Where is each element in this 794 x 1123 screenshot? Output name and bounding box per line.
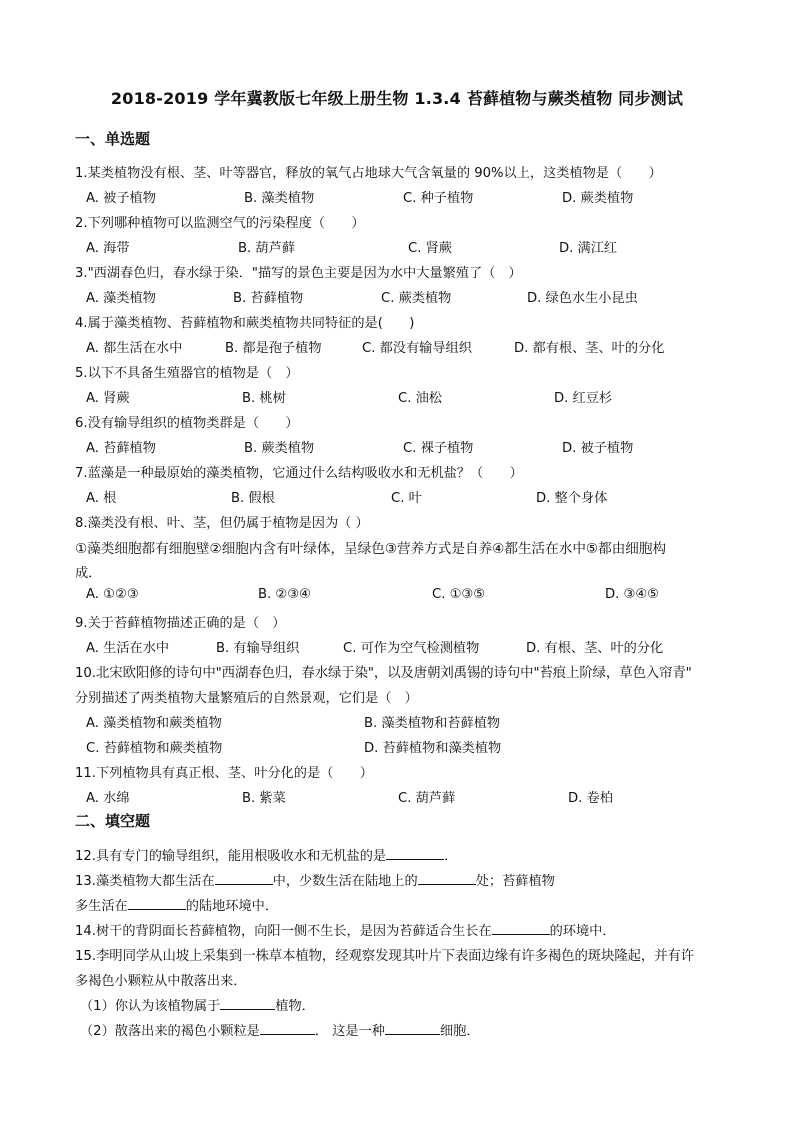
option-c[interactable]: C. 葫芦藓: [398, 791, 456, 806]
option-a[interactable]: A. 根: [86, 491, 117, 506]
option-b[interactable]: B. ②③④: [258, 587, 311, 602]
question-12-text: 12.具有专门的输导组织，能用根吸收水和无机盐的是: [75, 849, 387, 864]
question-2: 2.下列哪种植物可以监测空气的污染程度（ ）: [75, 216, 365, 231]
question-10-options-row-2: [86, 737, 734, 757]
option-a[interactable]: A. ①②③: [86, 587, 139, 602]
option-c[interactable]: C. 裸子植物: [403, 441, 474, 456]
question-13-mid: 中，少数生活在陆地上的: [272, 874, 418, 889]
option-b[interactable]: B. 紫菜: [242, 791, 286, 806]
option-b[interactable]: B. 苔藓植物: [233, 291, 304, 306]
question-15-line-2: 多褐色小颗粒从中散落出来．: [75, 974, 247, 989]
option-b[interactable]: B. 桃树: [242, 391, 286, 406]
option-d[interactable]: D. 蕨类植物: [562, 191, 634, 206]
question-10-stem: 分别描述了两类植物大量繁殖后的自然景观，它们是（ ）: [75, 691, 418, 706]
question-9: 9.关于苔藓植物描述正确的是（ ）: [75, 616, 286, 631]
answer-blank[interactable]: [386, 847, 444, 860]
question-15-sub-1: [80, 995, 315, 1014]
option-d[interactable]: D. 红豆杉: [554, 391, 613, 406]
question-8: 8.藻类没有根、叶、茎，但仍属于植物是因为（ ）: [75, 516, 369, 531]
question-13-line-2: [75, 895, 278, 914]
question-2-options: [86, 237, 734, 257]
question-13: [75, 870, 555, 889]
question-11: 11.下列植物具有真正根、茎、叶分化的是（ ）: [75, 766, 373, 781]
option-c[interactable]: C. 叶: [391, 491, 422, 506]
option-c[interactable]: C. 肾蕨: [408, 241, 452, 256]
option-d[interactable]: D. 满江红: [559, 241, 618, 256]
question-14-end: 的环境中．: [549, 924, 616, 939]
answer-blank[interactable]: [492, 922, 550, 935]
option-b[interactable]: B. 假根: [231, 491, 275, 506]
section-heading-single-choice: 一、单选题: [75, 130, 151, 148]
option-c[interactable]: C. 油松: [398, 391, 442, 406]
option-a[interactable]: A. 被子植物: [86, 191, 156, 206]
sub-1-end: 植物．: [275, 999, 315, 1014]
option-c[interactable]: C. 蕨类植物: [381, 291, 452, 306]
question-3: 3."西湖春色归，春水绿于染．"描写的景色主要是因为水中大量繁殖了（ ）: [75, 266, 522, 281]
option-a[interactable]: A. 水绵: [86, 791, 130, 806]
question-15-sub-2: [80, 1020, 480, 1039]
option-b[interactable]: B. 藻类植物和苔藓植物: [364, 716, 501, 731]
answer-blank[interactable]: [385, 1022, 440, 1035]
question-13-text: 13.藻类植物大都生活在: [75, 874, 215, 889]
option-a[interactable]: A. 生活在水中: [86, 641, 170, 656]
question-4-options: [86, 337, 734, 357]
option-d[interactable]: D. 被子植物: [562, 441, 634, 456]
option-c[interactable]: C. 都没有输导组织: [362, 341, 472, 356]
answer-blank[interactable]: [220, 997, 275, 1010]
option-a[interactable]: A. 藻类植物和蕨类植物: [86, 716, 222, 731]
option-c[interactable]: C. 种子植物: [403, 191, 474, 206]
option-d[interactable]: D. 有根、茎、叶的分化: [526, 641, 664, 656]
question-1-options: [86, 187, 734, 207]
option-c[interactable]: C. 可作为空气检测植物: [343, 641, 480, 656]
option-d[interactable]: D. 绿色水生小昆虫: [527, 291, 638, 306]
question-15: 15.李明同学从山坡上采集到一株草本植物，经观察发现其叶片下表面边缘有许多褐色的斑块隆起，并有许: [75, 949, 695, 964]
answer-blank[interactable]: [260, 1022, 315, 1035]
answer-blank[interactable]: [418, 872, 476, 885]
question-5-options: [86, 387, 734, 407]
question-7-options: [86, 487, 734, 507]
sub-2-text: （2）散落出来的褐色小颗粒是: [80, 1024, 260, 1039]
option-a[interactable]: A. 海带: [86, 241, 130, 256]
question-3-options: [86, 287, 734, 307]
question-12: [75, 845, 457, 864]
question-5: 5.以下不具备生殖器官的植物是（ ）: [75, 366, 299, 381]
question-4: 4.属于藻类植物、苔藓植物和蕨类植物共同特征的是( ): [75, 316, 415, 331]
question-1: 1.某类植物没有根、茎、叶等器官，释放的氧气占地球大气含氧量的 90%以上，这类植物是（ ）: [75, 166, 662, 181]
option-a[interactable]: A. 肾蕨: [86, 391, 130, 406]
option-b[interactable]: B. 都是孢子植物: [225, 341, 322, 356]
question-10-options-row-1: [86, 712, 734, 732]
option-a[interactable]: A. 苔藓植物: [86, 441, 156, 456]
question-13-end: 的陆地环境中．: [185, 899, 279, 914]
option-c[interactable]: C. 苔藓植物和蕨类植物: [86, 741, 223, 756]
sub-1-text: （1）你认为该植物属于: [80, 999, 221, 1014]
question-13-text-2: 多生活在: [75, 899, 128, 914]
question-7: 7.蓝藻是一种最原始的藻类植物，它通过什么结构吸收水和无机盐？（ ）: [75, 466, 523, 481]
answer-blank[interactable]: [215, 872, 273, 885]
sub-2-mid: ． 这是一种: [314, 1024, 385, 1039]
section-heading-fill-blank: 二、填空题: [75, 812, 151, 830]
option-d[interactable]: D. ③④⑤: [605, 587, 660, 602]
question-8-statements-end: 成．: [75, 566, 102, 581]
option-d[interactable]: D. 苔藓植物和藻类植物: [364, 741, 502, 756]
option-a[interactable]: A. 藻类植物: [86, 291, 156, 306]
option-d[interactable]: D. 整个身体: [536, 491, 608, 506]
option-d[interactable]: D. 卷柏: [568, 791, 613, 806]
question-11-options: [86, 787, 734, 807]
question-8-options: [86, 587, 734, 607]
question-6: 6.没有输导组织的植物类群是（ ）: [75, 416, 299, 431]
answer-blank[interactable]: [128, 897, 186, 910]
option-b[interactable]: B. 葫芦藓: [238, 241, 295, 256]
option-d[interactable]: D. 都有根、茎、叶的分化: [514, 341, 665, 356]
page-title: 2018-2019 学年冀教版七年级上册生物 1.3.4 苔藓植物与蕨类植物 同步测试: [110, 89, 684, 108]
option-c[interactable]: C. ①③⑤: [432, 587, 486, 602]
option-b[interactable]: B. 蕨类植物: [244, 441, 315, 456]
option-a[interactable]: A. 都生活在水中: [86, 341, 183, 356]
question-14-text: 14.树干的背阴面长苔藓植物，向阳一侧不生长，是因为苔藓适合生长在: [75, 924, 492, 939]
question-8-statements: ①藻类细胞都有细胞壁②细胞内含有叶绿体，呈绿色③营养方式是自养④都生活在水中⑤都由细胞构: [75, 541, 667, 557]
question-13-mid2: 处；苔藓植物: [475, 874, 555, 889]
option-b[interactable]: B. 藻类植物: [244, 191, 315, 206]
option-b[interactable]: B. 有输导组织: [216, 641, 300, 656]
question-9-options: [86, 637, 734, 657]
question-14: [75, 920, 616, 939]
question-6-options: [86, 437, 734, 457]
sub-2-end: 细胞．: [439, 1024, 480, 1039]
question-10: 10.北宋欧阳修的诗句中"西湖春色归，春水绿于染"，以及唐朝刘禹锡的诗句中"苔痕上阶绿，草色入帘青": [75, 666, 692, 681]
question-12-end: ．: [444, 849, 458, 864]
